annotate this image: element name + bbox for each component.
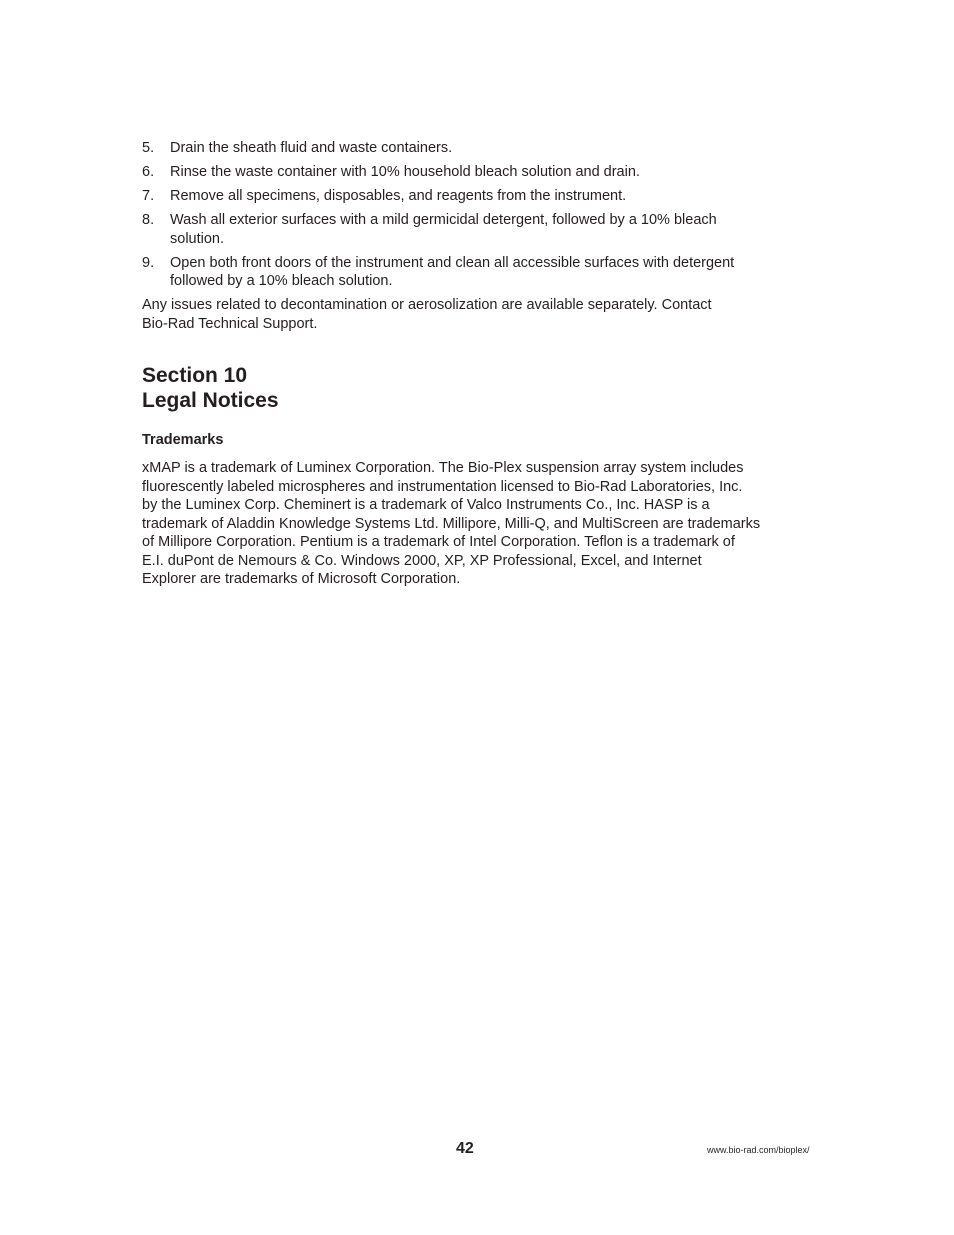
- step-text: [170, 254, 792, 291]
- trademarks-line: xMAP is a trademark of Luminex Corporation. The Bio-Plex suspension array system includes: [142, 460, 744, 476]
- page-content: [142, 139, 792, 589]
- support-note: [142, 296, 792, 333]
- step-number: 6.: [142, 164, 155, 180]
- step-item: [142, 211, 792, 248]
- step-text-line: Open both front doors of the instrument and clean all accessible surfaces with detergent: [170, 254, 735, 271]
- trademarks-line: of Millipore Corporation. Pentium is a trademark of Intel Corporation. Teflon is a trademark of: [142, 534, 735, 550]
- step-text-line: followed by a 10% bleach solution.: [170, 273, 393, 289]
- step-text-line: Remove all specimens, disposables, and reagents from the instrument.: [170, 188, 627, 204]
- trademarks-paragraph: [142, 459, 792, 589]
- step-text-line: Rinse the waste container with 10% household bleach solution and drain.: [170, 164, 640, 180]
- note-line: Bio-Rad Technical Support.: [142, 315, 318, 332]
- trademarks-line: trademark of Aladdin Knowledge Systems Ltd. Millipore, Milli-Q, and MultiScreen are trademarks: [142, 515, 761, 532]
- trademarks-heading: Trademarks: [142, 432, 224, 448]
- decontamination-steps: [142, 139, 792, 291]
- section-title: Legal Notices: [142, 389, 279, 412]
- note-line: Any issues related to decontamination or aerosolization are available separately. Contact: [142, 297, 712, 313]
- trademarks-line: E.I. duPont de Nemours & Co. Windows 2000, XP, XP Professional, Excel, and Internet: [142, 552, 702, 569]
- step-text: [170, 139, 792, 158]
- step-item: [142, 254, 792, 291]
- step-text: [170, 163, 792, 182]
- step-text: [170, 187, 792, 206]
- step-number: 5.: [142, 140, 155, 156]
- step-number: 7.: [142, 188, 155, 204]
- step-item: [142, 163, 792, 182]
- step-text-line: solution.: [170, 230, 225, 247]
- trademarks-line: Explorer are trademarks of Microsoft Corporation.: [142, 571, 461, 587]
- step-text-line: Drain the sheath fluid and waste containers.: [170, 140, 453, 156]
- footer-url: www.bio-rad.com/bioplex/: [707, 1145, 810, 1155]
- step-item: [142, 139, 792, 158]
- section-number: Section 10: [142, 364, 248, 387]
- step-text-line: Wash all exterior surfaces with a mild germicidal detergent, followed by a 10% bleach: [170, 212, 717, 228]
- step-number: 8.: [142, 212, 155, 228]
- section-heading: [142, 363, 792, 413]
- step-number: 9.: [142, 254, 155, 271]
- trademarks-line: by the Luminex Corp. Cheminert is a trademark of Valco Instruments Co., Inc. HASP is a: [142, 497, 710, 513]
- step-item: [142, 187, 792, 206]
- step-text: [170, 211, 792, 248]
- page-number: 42: [456, 1140, 474, 1157]
- trademarks-line: fluorescently labeled microspheres and instrumentation licensed to Bio-Rad Laboratories, Inc.: [142, 478, 743, 495]
